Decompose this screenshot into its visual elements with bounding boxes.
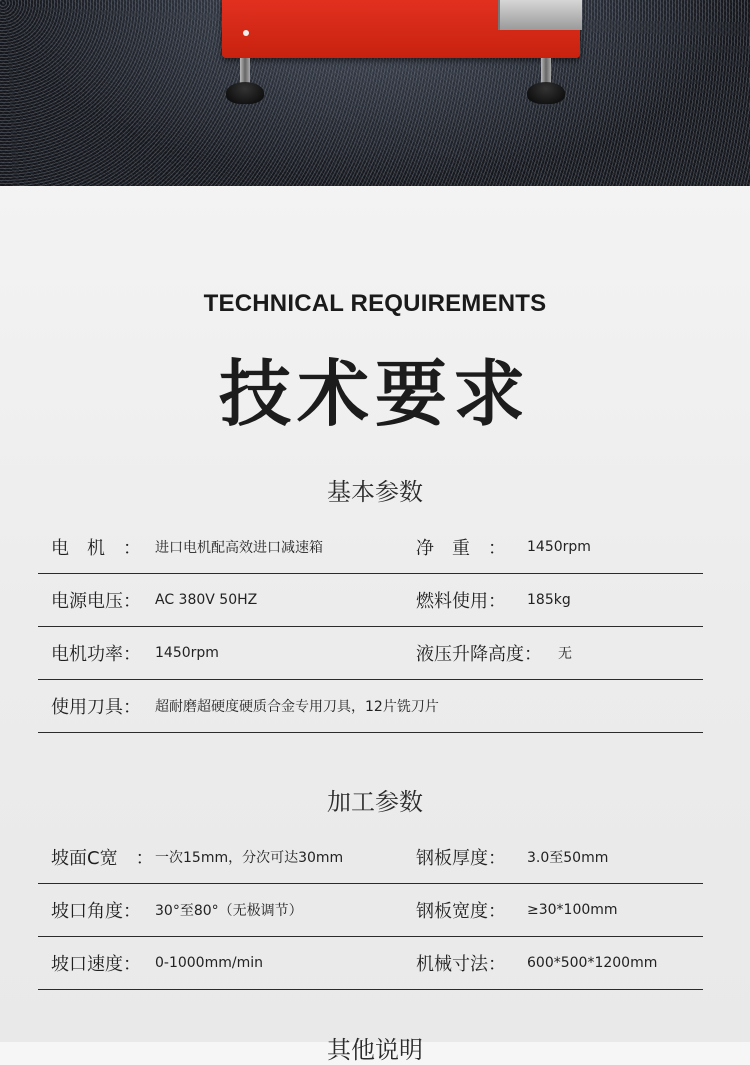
table-row — [38, 936, 703, 990]
row-label: 钢板厚度： — [416, 847, 506, 869]
table-row — [38, 883, 703, 937]
row-value: ≥30*100mm — [527, 901, 618, 918]
table-row — [38, 679, 703, 733]
row-label: 使用刀具： — [51, 696, 141, 718]
machine-steel-panel — [498, 0, 582, 30]
row-value: 1450rpm — [527, 538, 591, 555]
row-value: AC 380V 50HZ — [155, 591, 258, 608]
row-label: 坡口角度： — [51, 900, 141, 922]
row-value: 超耐磨超硬度硬质合金专用刀具，12片铣刀片 — [155, 698, 439, 715]
row-value: 600*500*1200mm — [527, 954, 658, 971]
row-value: 185kg — [527, 591, 571, 608]
table-row — [38, 830, 703, 884]
row-value: 1450rpm — [155, 644, 219, 661]
table-row — [38, 573, 703, 627]
title-english: TECHNICAL REQUIREMENTS — [203, 290, 547, 317]
machine-bolt — [243, 30, 249, 36]
machine-foot-right — [527, 82, 565, 104]
row-label: 燃料使用： — [416, 590, 506, 612]
machine-foot-left — [226, 82, 264, 104]
section-title-partial: 其他说明 — [327, 1036, 423, 1064]
table-row — [38, 520, 703, 574]
row-value: 30°至80°（无极调节） — [155, 902, 303, 919]
row-label: 电机功率： — [51, 643, 141, 665]
row-label: 电 机 ： — [51, 537, 141, 559]
title-chinese: 技术要求 — [218, 352, 531, 436]
section-title-processing: 加工参数 — [327, 788, 423, 816]
row-label: 坡面C宽 ： — [51, 847, 154, 869]
row-value: 0-1000mm/min — [155, 954, 263, 971]
row-value: 一次15mm，分次可达30mm — [155, 849, 344, 866]
row-value: 3.0至50mm — [527, 849, 609, 866]
row-label: 净 重 ： — [416, 537, 506, 559]
row-label: 机械寸法： — [416, 953, 506, 975]
section-title-basic: 基本参数 — [327, 478, 423, 506]
table-row — [38, 626, 703, 680]
row-value: 无 — [558, 645, 572, 662]
row-label: 坡口速度： — [51, 953, 141, 975]
row-label: 电源电压： — [51, 590, 141, 612]
row-value: 进口电机配高效进口减速箱 — [155, 539, 323, 556]
row-label: 钢板宽度： — [416, 900, 506, 922]
row-label: 液压升降高度： — [416, 643, 542, 665]
product-photo — [0, 0, 750, 186]
